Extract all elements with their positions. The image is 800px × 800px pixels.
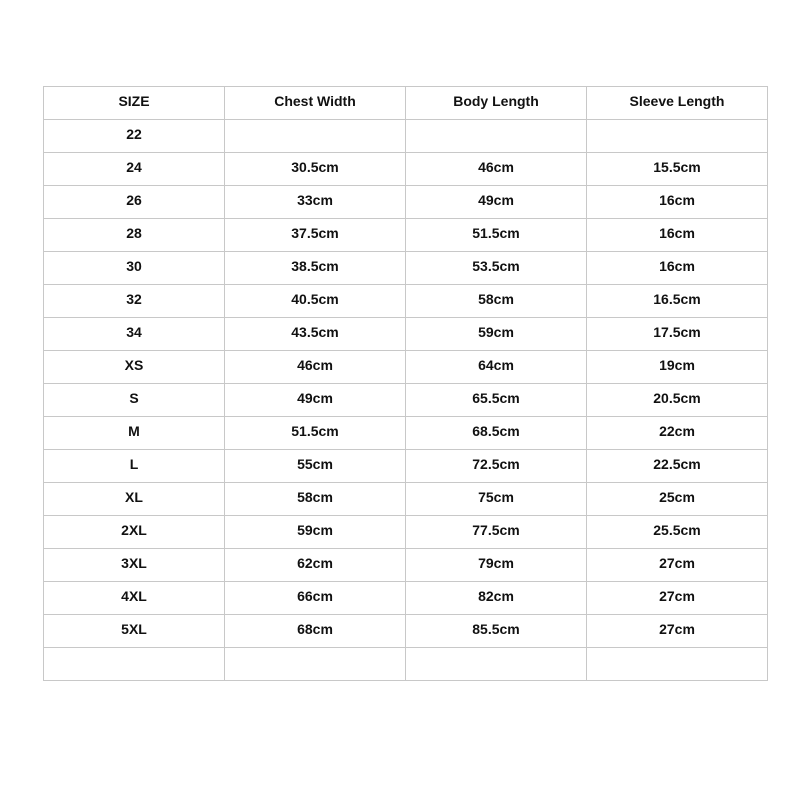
chest-width-cell: 46cm xyxy=(225,351,406,384)
header-sleeve-length: Sleeve Length xyxy=(587,87,768,120)
table-row xyxy=(44,384,768,417)
body-length-cell: 85.5cm xyxy=(406,615,587,648)
body-length-cell: 75cm xyxy=(406,483,587,516)
body-length-cell: 58cm xyxy=(406,285,587,318)
table-row xyxy=(44,186,768,219)
chest-width-cell: 38.5cm xyxy=(225,252,406,285)
chest-width-cell: 59cm xyxy=(225,516,406,549)
size-cell: XS xyxy=(44,351,225,384)
sleeve-length-cell: 19cm xyxy=(587,351,768,384)
body-length-cell: 65.5cm xyxy=(406,384,587,417)
chest-width-cell: 40.5cm xyxy=(225,285,406,318)
sleeve-length-cell: 16cm xyxy=(587,186,768,219)
header-chest-width: Chest Width xyxy=(225,87,406,120)
chest-width-cell: 51.5cm xyxy=(225,417,406,450)
sleeve-length-cell: 27cm xyxy=(587,582,768,615)
size-cell: 26 xyxy=(44,186,225,219)
size-cell: 2XL xyxy=(44,516,225,549)
header-body-length: Body Length xyxy=(406,87,587,120)
body-length-cell: 46cm xyxy=(406,153,587,186)
sleeve-length-cell: 22.5cm xyxy=(587,450,768,483)
size-cell: 3XL xyxy=(44,549,225,582)
size-cell: 5XL xyxy=(44,615,225,648)
chest-width-cell: 37.5cm xyxy=(225,219,406,252)
sleeve-length-cell xyxy=(587,120,768,153)
size-cell: 34 xyxy=(44,318,225,351)
sleeve-length-cell: 27cm xyxy=(587,549,768,582)
chest-width-cell xyxy=(225,120,406,153)
table-row xyxy=(44,483,768,516)
size-cell: 30 xyxy=(44,252,225,285)
sleeve-length-cell: 22cm xyxy=(587,417,768,450)
table-row xyxy=(44,648,768,681)
table-row xyxy=(44,549,768,582)
body-length-cell xyxy=(406,120,587,153)
chest-width-cell: 43.5cm xyxy=(225,318,406,351)
body-length-cell: 79cm xyxy=(406,549,587,582)
sleeve-length-cell xyxy=(587,648,768,681)
body-length-cell: 49cm xyxy=(406,186,587,219)
chest-width-cell xyxy=(225,648,406,681)
table-row xyxy=(44,582,768,615)
size-cell: 24 xyxy=(44,153,225,186)
table-row xyxy=(44,153,768,186)
size-cell: L xyxy=(44,450,225,483)
table-row xyxy=(44,615,768,648)
table-row xyxy=(44,318,768,351)
table-row xyxy=(44,516,768,549)
sleeve-length-cell: 16cm xyxy=(587,219,768,252)
table-row xyxy=(44,252,768,285)
sleeve-length-cell: 17.5cm xyxy=(587,318,768,351)
body-length-cell: 72.5cm xyxy=(406,450,587,483)
sleeve-length-cell: 25.5cm xyxy=(587,516,768,549)
table-body xyxy=(44,120,768,681)
table-row xyxy=(44,417,768,450)
body-length-cell: 64cm xyxy=(406,351,587,384)
table-row xyxy=(44,450,768,483)
table-header xyxy=(44,87,768,120)
sleeve-length-cell: 15.5cm xyxy=(587,153,768,186)
chest-width-cell: 30.5cm xyxy=(225,153,406,186)
sleeve-length-cell: 25cm xyxy=(587,483,768,516)
size-chart-table xyxy=(43,86,768,681)
table-row xyxy=(44,219,768,252)
sleeve-length-cell: 27cm xyxy=(587,615,768,648)
table-row xyxy=(44,285,768,318)
size-cell: 22 xyxy=(44,120,225,153)
size-cell: XL xyxy=(44,483,225,516)
chest-width-cell: 55cm xyxy=(225,450,406,483)
header-size: SIZE xyxy=(44,87,225,120)
body-length-cell: 68.5cm xyxy=(406,417,587,450)
chest-width-cell: 33cm xyxy=(225,186,406,219)
size-cell: S xyxy=(44,384,225,417)
size-cell: 32 xyxy=(44,285,225,318)
body-length-cell: 77.5cm xyxy=(406,516,587,549)
size-cell: 28 xyxy=(44,219,225,252)
table-row xyxy=(44,351,768,384)
chest-width-cell: 68cm xyxy=(225,615,406,648)
body-length-cell: 53.5cm xyxy=(406,252,587,285)
sleeve-length-cell: 16cm xyxy=(587,252,768,285)
body-length-cell: 51.5cm xyxy=(406,219,587,252)
table-row xyxy=(44,120,768,153)
size-cell xyxy=(44,648,225,681)
body-length-cell: 59cm xyxy=(406,318,587,351)
body-length-cell xyxy=(406,648,587,681)
header-row xyxy=(44,87,768,120)
sleeve-length-cell: 20.5cm xyxy=(587,384,768,417)
chest-width-cell: 49cm xyxy=(225,384,406,417)
chest-width-cell: 58cm xyxy=(225,483,406,516)
chest-width-cell: 62cm xyxy=(225,549,406,582)
size-cell: 4XL xyxy=(44,582,225,615)
body-length-cell: 82cm xyxy=(406,582,587,615)
chest-width-cell: 66cm xyxy=(225,582,406,615)
sleeve-length-cell: 16.5cm xyxy=(587,285,768,318)
size-cell: M xyxy=(44,417,225,450)
